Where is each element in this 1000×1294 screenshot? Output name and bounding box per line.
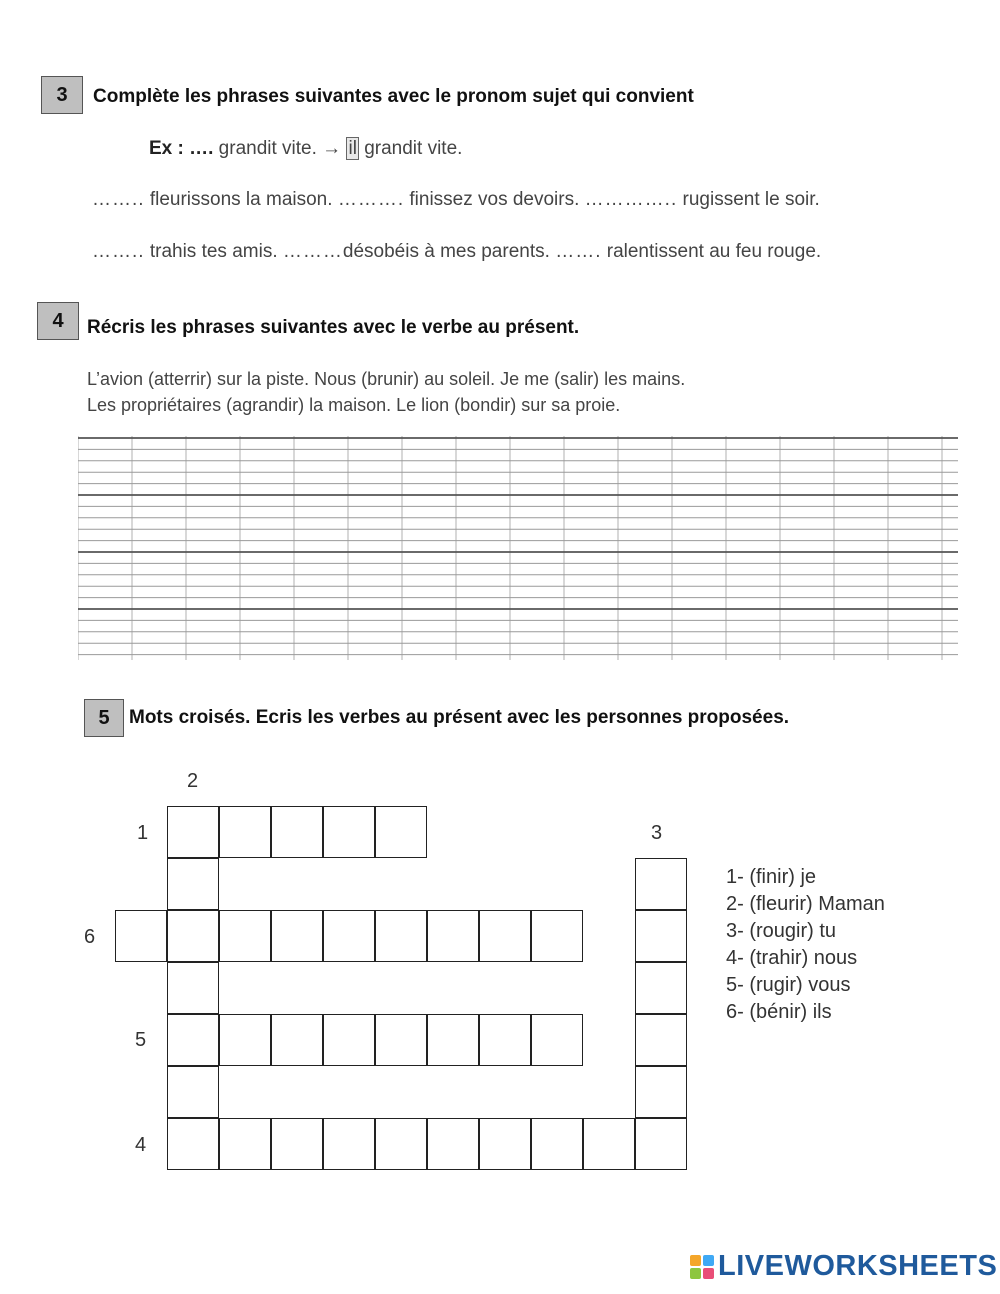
crossword-letter-input[interactable] (532, 1015, 582, 1065)
crossword-cell[interactable] (167, 1066, 219, 1118)
crossword-cell[interactable] (219, 910, 271, 962)
crossword-cell[interactable] (635, 962, 687, 1014)
crossword-letter-input[interactable] (272, 1015, 322, 1065)
crossword-letter-input[interactable] (636, 859, 686, 909)
crossword-letter-input[interactable] (636, 1119, 686, 1169)
crossword-letter-input[interactable] (272, 807, 322, 857)
exercise-5-title: Mots croisés. Ecris les verbes au présent avec les personnes proposées. (129, 707, 790, 728)
exercise-3-number-badge: 3 (41, 76, 83, 114)
crossword-letter-input[interactable] (584, 1119, 634, 1169)
crossword-cell[interactable] (167, 1014, 219, 1066)
logo-text: LIVEWORKSHEETS (718, 1250, 998, 1282)
crossword-cell[interactable] (271, 1014, 323, 1066)
exercise-4-sentences-line-2: Les propriétaires (agrandir) la maison. Le lion (bondir) sur sa proie. (87, 395, 621, 415)
crossword-cell[interactable] (375, 1118, 427, 1170)
clue-6: 6- (bénir) ils (726, 1001, 832, 1023)
exercise-3-line-2 (92, 241, 821, 263)
exercise-3-title: Complète les phrases suivantes avec le pronom sujet qui convient (93, 86, 694, 107)
crossword-cell[interactable] (531, 1118, 583, 1170)
crossword-letter-input[interactable] (376, 1015, 426, 1065)
exercise-4-title: Récris les phrases suivantes avec le verbe au présent. (87, 317, 580, 338)
crossword-letter-input[interactable] (168, 911, 218, 961)
logo-blocks-icon (690, 1255, 714, 1279)
crossword-letter-input[interactable] (168, 963, 218, 1013)
crossword-cell[interactable] (323, 806, 375, 858)
crossword-letter-input[interactable] (532, 911, 582, 961)
exercise-4-sentences-line-1: L’avion (atterrir) sur la piste. Nous (brunir) au soleil. Je me (salir) les mains. (87, 369, 686, 389)
crossword-letter-input[interactable] (324, 1015, 374, 1065)
crossword-cell[interactable] (167, 858, 219, 910)
exercise-5-number-badge: 5 (84, 699, 124, 737)
crossword-cell[interactable] (531, 910, 583, 962)
crossword-letter-input[interactable] (324, 911, 374, 961)
blank-gap[interactable]: ………….. (584, 189, 678, 210)
crossword-number-3: 3 (651, 822, 663, 844)
exercise-3-example (149, 138, 462, 160)
crossword-letter-input[interactable] (636, 1067, 686, 1117)
crossword-letter-input[interactable] (168, 1015, 218, 1065)
crossword-cell[interactable] (375, 1014, 427, 1066)
crossword-cell[interactable] (479, 1014, 531, 1066)
crossword-cell[interactable] (635, 858, 687, 910)
example-text: grandit vite. → (213, 138, 347, 159)
blank-gap[interactable]: ……… (282, 241, 343, 262)
crossword-cell[interactable] (115, 910, 167, 962)
crossword-cell[interactable] (167, 806, 219, 858)
crossword-letter-input[interactable] (168, 807, 218, 857)
crossword-letter-input[interactable] (532, 1119, 582, 1169)
crossword-number-5: 5 (135, 1029, 147, 1051)
clue-5: 5- (rugir) vous (726, 974, 851, 996)
crossword-letter-input[interactable] (324, 807, 374, 857)
sentence-text: rugissent le soir. (677, 189, 820, 210)
blank-gap[interactable]: ……. (555, 241, 602, 262)
crossword-cell[interactable] (583, 1118, 635, 1170)
crossword-letter-input[interactable] (376, 807, 426, 857)
blank-gap[interactable]: …….. (92, 189, 145, 210)
crossword-letter-input[interactable] (168, 1067, 218, 1117)
crossword-cell[interactable] (427, 910, 479, 962)
crossword-letter-input[interactable] (376, 1119, 426, 1169)
blank-gap[interactable]: ………. (337, 189, 405, 210)
crossword-letter-input[interactable] (168, 859, 218, 909)
example-label: Ex : …. (149, 138, 214, 159)
example-answer: il (348, 138, 357, 159)
crossword-cell[interactable] (167, 962, 219, 1014)
crossword-letter-input[interactable] (480, 1119, 530, 1169)
sentence-text: désobéis à mes parents. (342, 241, 556, 262)
crossword-letter-input[interactable] (636, 911, 686, 961)
clue-4: 4- (trahir) nous (726, 947, 858, 969)
handwriting-ruled-area[interactable] (78, 436, 958, 660)
clue-1: 1- (finir) je (726, 866, 817, 888)
clue-3: 3- (rougir) tu (726, 920, 837, 942)
crossword-letter-input[interactable] (220, 807, 270, 857)
crossword-cell[interactable] (375, 806, 427, 858)
crossword-number-6: 6 (84, 926, 96, 948)
crossword-letter-input[interactable] (272, 911, 322, 961)
crossword-number-4: 4 (135, 1134, 147, 1156)
clue-2: 2- (fleurir) Maman (726, 893, 885, 915)
crossword-cell[interactable] (479, 1118, 531, 1170)
crossword-letter-input[interactable] (428, 1015, 478, 1065)
exercise-3-line-1 (92, 189, 820, 211)
crossword-cell[interactable] (271, 806, 323, 858)
sentence-text: finissez vos devoirs. (404, 189, 585, 210)
exercise-4-number-badge: 4 (37, 302, 79, 340)
crossword-cell[interactable] (427, 1118, 479, 1170)
crossword-cell[interactable] (427, 1014, 479, 1066)
crossword-letter-input[interactable] (220, 1015, 270, 1065)
crossword-cell[interactable] (271, 910, 323, 962)
crossword-letter-input[interactable] (272, 1119, 322, 1169)
crossword-letter-input[interactable] (168, 1119, 218, 1169)
crossword-cell[interactable] (635, 1066, 687, 1118)
crossword-letter-input[interactable] (376, 911, 426, 961)
crossword-letter-input[interactable] (116, 911, 166, 961)
crossword-letter-input[interactable] (428, 1119, 478, 1169)
crossword-number-2: 2 (187, 770, 199, 792)
crossword-cell[interactable] (167, 1118, 219, 1170)
crossword-cell[interactable] (635, 910, 687, 962)
example-end: grandit vite. (358, 138, 463, 159)
sentence-text: ralentissent au feu rouge. (601, 241, 822, 262)
crossword-cell[interactable] (635, 1118, 687, 1170)
crossword-letter-input[interactable] (324, 1119, 374, 1169)
crossword-letter-input[interactable] (480, 1015, 530, 1065)
crossword-cell[interactable] (323, 1118, 375, 1170)
crossword-letter-input[interactable] (220, 911, 270, 961)
blank-gap[interactable]: …….. (92, 241, 145, 262)
crossword-letter-input[interactable] (480, 911, 530, 961)
ruled-lines (78, 436, 958, 660)
crossword-letter-input[interactable] (428, 911, 478, 961)
crossword-number-1: 1 (137, 822, 149, 844)
crossword-cell[interactable] (219, 1118, 271, 1170)
sentence-text: trahis tes amis. (144, 241, 283, 262)
crossword-letter-input[interactable] (220, 1119, 270, 1169)
crossword-cell[interactable] (531, 1014, 583, 1066)
crossword-clue-list (726, 864, 885, 1026)
sentence-text: fleurissons la maison. (144, 189, 338, 210)
crossword-cell[interactable] (271, 1118, 323, 1170)
crossword-cell[interactable] (167, 910, 219, 962)
crossword-cell[interactable] (479, 910, 531, 962)
crossword-cell[interactable] (375, 910, 427, 962)
liveworksheets-logo (690, 1250, 997, 1283)
crossword-cell[interactable] (635, 1014, 687, 1066)
crossword-cell[interactable] (323, 1014, 375, 1066)
crossword-letter-input[interactable] (636, 1015, 686, 1065)
crossword-cell[interactable] (219, 1014, 271, 1066)
crossword-cell[interactable] (219, 806, 271, 858)
crossword-cell[interactable] (323, 910, 375, 962)
crossword-letter-input[interactable] (636, 963, 686, 1013)
